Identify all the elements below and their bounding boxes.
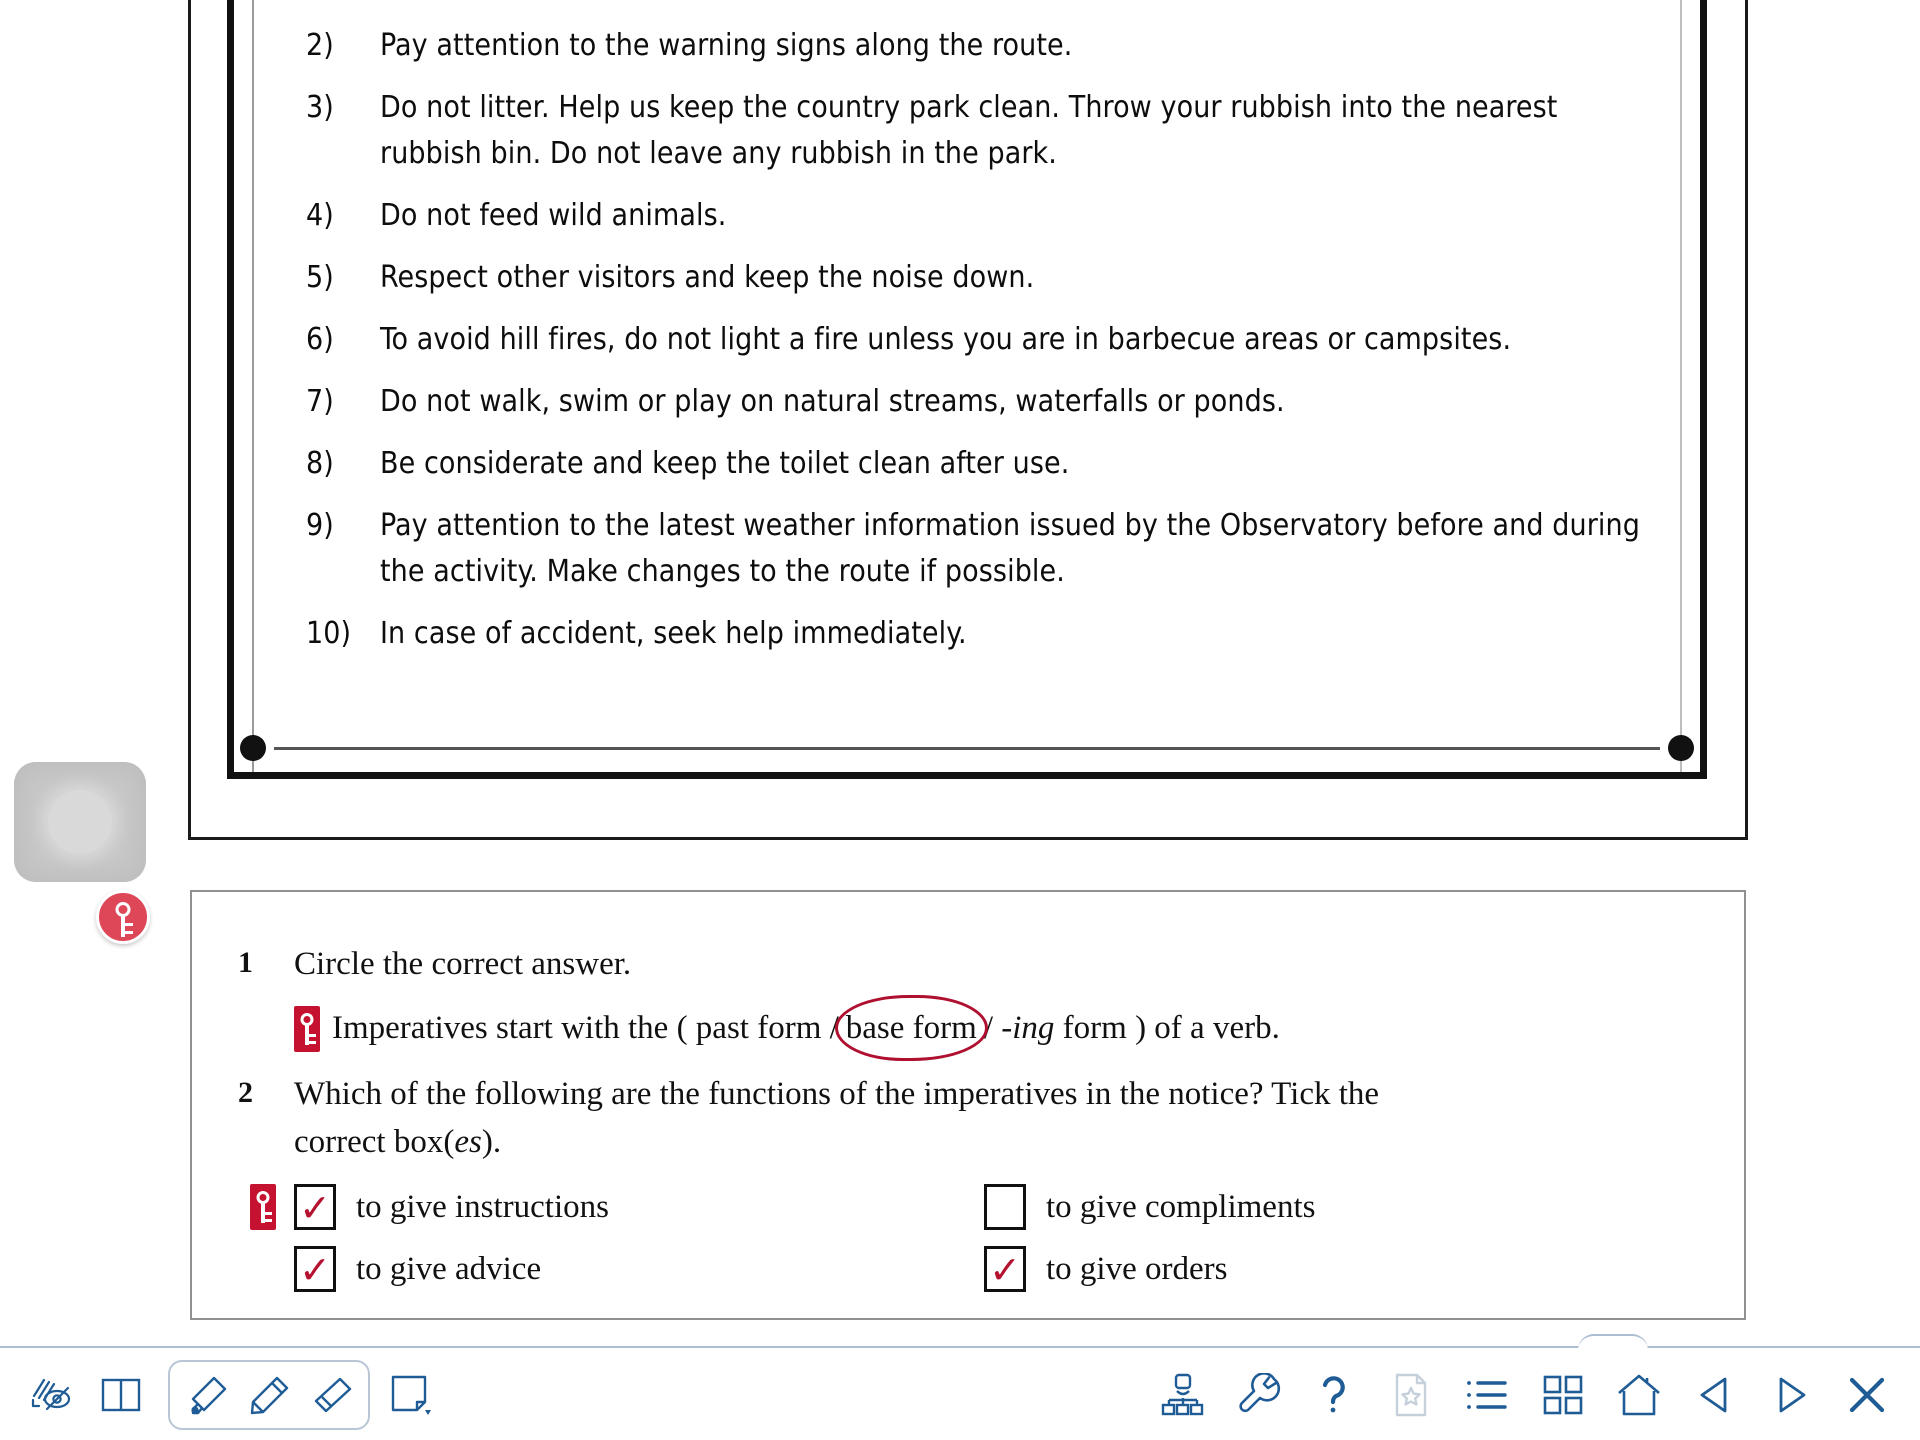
checkbox-to-give-instructions[interactable] bbox=[294, 1184, 336, 1230]
notice-corner-dot-right bbox=[1668, 735, 1694, 761]
option-item[interactable] bbox=[984, 1246, 1674, 1292]
q1-answer-statement-row bbox=[238, 1004, 1704, 1052]
sticky-note-icon[interactable] bbox=[380, 1364, 442, 1426]
highlighter-icon[interactable] bbox=[176, 1364, 238, 1426]
notice-document-panel bbox=[188, 0, 1748, 840]
bottom-toolbar bbox=[0, 1346, 1920, 1440]
toolbar-right-group bbox=[1152, 1348, 1898, 1440]
notice-rule-text: To avoid hill fires, do not light a fire unless you are in barbecue areas or campsites. bbox=[380, 322, 1512, 357]
notice-rule-text bbox=[380, 0, 1664, 7]
grid-icon[interactable] bbox=[1532, 1364, 1594, 1426]
notice-rule-text: Do not walk, swim or play on natural streams, waterfalls or ponds. bbox=[380, 384, 1285, 419]
notice-rule-item bbox=[306, 611, 1664, 657]
question-number: 2 bbox=[238, 1076, 253, 1109]
bookmark-page-icon[interactable] bbox=[1380, 1364, 1442, 1426]
option-label: to give orders bbox=[1046, 1251, 1228, 1287]
notice-corner-dot-left bbox=[240, 735, 266, 761]
notice-rule-number: 2) bbox=[306, 28, 334, 63]
home-icon[interactable] bbox=[1608, 1364, 1670, 1426]
checkmark-icon: ✓ bbox=[989, 1248, 1021, 1292]
two-page-view-icon[interactable] bbox=[90, 1364, 152, 1426]
notice-rule-number bbox=[306, 0, 380, 7]
notice-rule-number: 5) bbox=[306, 260, 334, 295]
question-number: 1 bbox=[238, 946, 253, 979]
pen-tools-group bbox=[168, 1360, 370, 1430]
circled-answer-text: base form bbox=[845, 1010, 977, 1046]
notice-rule-number: 8) bbox=[306, 446, 334, 481]
notice-rule-text: Do not feed wild animals. bbox=[380, 198, 727, 233]
eraser-icon[interactable] bbox=[300, 1364, 362, 1426]
option-item[interactable] bbox=[984, 1184, 1674, 1230]
notice-rule-item bbox=[306, 255, 1664, 301]
notice-rule-text: Do not litter. Help us keep the country park clean. Throw your rubbish into the nearest rubbish bin. Do not leave any rubbish in the park. bbox=[380, 90, 1558, 171]
q2-options-grid bbox=[294, 1184, 1704, 1292]
notice-rule-list bbox=[306, 0, 1664, 673]
previous-page-icon[interactable] bbox=[1684, 1364, 1746, 1426]
key-tooth-shape bbox=[123, 923, 133, 926]
help-icon[interactable] bbox=[1304, 1364, 1366, 1426]
key-tooth-shape bbox=[123, 931, 133, 934]
option-item[interactable] bbox=[294, 1246, 984, 1292]
notice-rule-text: In case of accident, seek help immediately. bbox=[380, 616, 967, 651]
notice-rule-text: Respect other visitors and keep the noise down. bbox=[380, 260, 1035, 295]
option-item[interactable] bbox=[294, 1184, 984, 1230]
notice-rule-text: Pay attention to the warning signs along the route. bbox=[380, 28, 1073, 63]
options-row bbox=[294, 1246, 1704, 1292]
checkbox-to-give-orders[interactable] bbox=[984, 1246, 1026, 1292]
notice-rule-item bbox=[306, 441, 1664, 487]
notice-rule-number: 10) bbox=[306, 616, 352, 651]
notice-rule-text: Be considerate and keep the toilet clean after use. bbox=[380, 446, 1070, 481]
key-icon bbox=[294, 1006, 320, 1052]
key-tooth-shape bbox=[307, 1034, 316, 1037]
option-label: to give advice bbox=[356, 1251, 542, 1287]
notice-bottom-rule bbox=[274, 747, 1660, 750]
checkbox-to-give-advice[interactable] bbox=[294, 1246, 336, 1292]
question-instruction: Circle the correct answer. bbox=[294, 946, 632, 982]
q2-instruction-italic: es bbox=[454, 1124, 482, 1160]
annotation-stamp-button[interactable] bbox=[14, 762, 146, 882]
answer-key-badge-icon[interactable] bbox=[96, 890, 150, 944]
question-instruction bbox=[294, 1070, 1379, 1166]
answer-key-badge[interactable] bbox=[294, 1006, 320, 1066]
notice-rule-number: 7) bbox=[306, 384, 334, 419]
options-row bbox=[294, 1184, 1704, 1230]
notice-rule-number: 4) bbox=[306, 198, 334, 233]
stamp-circle-icon bbox=[48, 790, 112, 854]
q2-instruction-line1: Which of the following are the functions of the imperatives in the notice? Tick the bbox=[294, 1076, 1380, 1112]
q2-instruction-line2-pre: correct box( bbox=[294, 1124, 455, 1160]
notice-rule-item bbox=[306, 193, 1664, 239]
exercise-question-2 bbox=[238, 1070, 1704, 1166]
q2-instruction-line2-post: ). bbox=[481, 1124, 502, 1160]
option-label: to give compliments bbox=[1046, 1189, 1316, 1225]
close-icon[interactable] bbox=[1836, 1364, 1898, 1426]
notice-rule-number: 6) bbox=[306, 322, 334, 357]
key-tooth-shape bbox=[263, 1212, 272, 1215]
toolbar-left-group bbox=[22, 1348, 442, 1440]
next-page-icon[interactable] bbox=[1760, 1364, 1822, 1426]
statement-text-slash: / bbox=[983, 1010, 1002, 1046]
checkmark-icon: ✓ bbox=[299, 1186, 331, 1230]
organize-nodes-icon[interactable] bbox=[1152, 1364, 1214, 1426]
hide-annotations-icon[interactable] bbox=[22, 1364, 84, 1426]
checkbox-to-give-compliments[interactable] bbox=[984, 1184, 1026, 1230]
exercise-panel bbox=[190, 890, 1746, 1320]
key-tooth-shape bbox=[307, 1041, 316, 1044]
statement-text-italic: -ing bbox=[1001, 1010, 1055, 1046]
answer-key-badge[interactable] bbox=[250, 1184, 276, 1235]
notice-rule-item bbox=[306, 85, 1664, 177]
checkmark-icon bbox=[987, 1185, 1023, 1225]
pencil-icon[interactable] bbox=[238, 1364, 300, 1426]
notice-rule-item bbox=[306, 23, 1664, 69]
notice-rule-item bbox=[306, 317, 1664, 363]
notice-rule-item bbox=[306, 503, 1664, 595]
key-tooth-shape bbox=[263, 1219, 272, 1222]
statement-text-pre: Imperatives start with the ( past form / bbox=[332, 1010, 839, 1046]
notice-right-rule bbox=[1680, 0, 1682, 772]
statement-text-post: form ) of a verb. bbox=[1054, 1010, 1280, 1046]
checkmark-icon: ✓ bbox=[299, 1248, 331, 1292]
notice-rule-item bbox=[306, 0, 1664, 7]
notice-left-rule bbox=[252, 0, 254, 772]
exercise-question-1 bbox=[238, 940, 1704, 988]
notice-rule-text: Pay attention to the latest weather information issued by the Observatory before and during the activity. Make changes to the route if possible. bbox=[380, 508, 1640, 589]
notice-rule-item bbox=[306, 379, 1664, 425]
wrench-icon[interactable] bbox=[1228, 1364, 1290, 1426]
circled-answer[interactable] bbox=[839, 1004, 984, 1052]
notice-inner-frame bbox=[227, 0, 1707, 779]
q1-answer-statement bbox=[294, 1004, 1280, 1052]
option-label: to give instructions bbox=[356, 1189, 609, 1225]
list-icon[interactable] bbox=[1456, 1364, 1518, 1426]
notice-rule-number: 3) bbox=[306, 90, 334, 125]
key-icon bbox=[250, 1184, 276, 1230]
notice-rule-number: 9) bbox=[306, 508, 334, 543]
